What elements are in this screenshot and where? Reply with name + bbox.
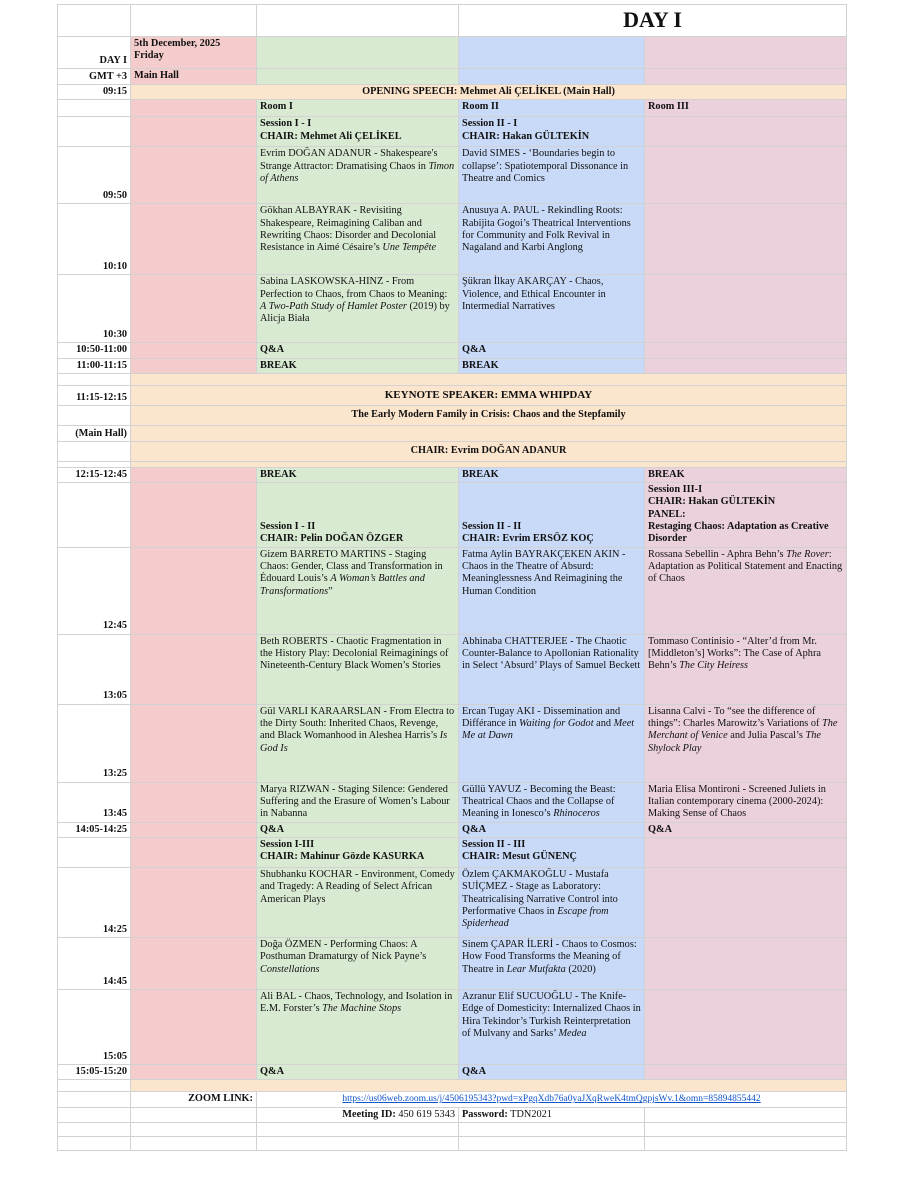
session-2-header-row [58, 483, 847, 547]
qa-label: Q&A [459, 822, 645, 837]
room-3-paper: Maria Elisa Montironi - Screened Juliets in Italian contemporary cinema (2000-2024): Making Sense of Chaos [645, 782, 847, 822]
room-1-paper: Gizem BARRETO MARTINS - Staging Chaos: Gender, Class and Transformation in Édouard Louis’s A Woman’s Battles and Transformations” [257, 547, 459, 634]
slot-time: 12:45 [58, 547, 131, 634]
paper-row [58, 937, 847, 989]
room-2-paper: Sinem ÇAPAR İLERİ - Chaos to Cosmos: How Food Transforms the Meaning of Theatre in Lear Mutfakta (2020) [459, 937, 645, 989]
session-1-header-row [58, 117, 847, 147]
rooms-row [58, 100, 847, 117]
slot-time: 15:05 [58, 989, 131, 1064]
paper-row [58, 782, 847, 822]
opening-speech: OPENING SPEECH: Mehmet Ali ÇELİKEL (Main Hall) [131, 85, 847, 100]
room-3-paper [645, 867, 847, 937]
keynote-speaker: KEYNOTE SPEAKER: EMMA WHIPDAY [131, 385, 847, 405]
meeting-row [58, 1107, 847, 1122]
room-2-paper: Özlem ÇAKMAKOĞLU - Mustafa SUİÇMEZ - Stage as Laboratory: Theatricalising Narrative Control into Performative Chaos in Escape from Spiderhead [459, 867, 645, 937]
room-1-paper: Marya RIZWAN - Staging Silence: Gendered Suffering and the Erasure of Women’s Labour in Nabanna [257, 782, 459, 822]
day-label: DAY I [58, 37, 131, 69]
room-2-paper: Fatma Aylin BAYRAKÇEKEN AKIN - Chaos in the Theatre of Absurd: Meaninglessness And Reimagining the Human Condition [459, 547, 645, 634]
room-3-header: Room III [645, 100, 847, 117]
qa-time: 14:05-14:25 [58, 822, 131, 837]
room-3-paper [645, 147, 847, 204]
break-time: 11:00-11:15 [58, 358, 131, 373]
room-1-paper: Evrim DOĞAN ADANUR - Shakespeare's Strange Attractor: Dramatising Chaos in Timon of Athens [257, 147, 459, 204]
keynote-title-row [58, 385, 847, 405]
room-3-paper: Tommaso Continisio - “Alter’d from Mr. [Middleton’s] Works”: The Case of Aphra Behn’s The City Heiress [645, 634, 847, 704]
qa-label: Q&A [459, 1064, 645, 1079]
slot-time: 14:25 [58, 867, 131, 937]
keynote-talk-row [58, 405, 847, 425]
qa-label: Q&A [645, 822, 847, 837]
qa-label: Q&A [257, 343, 459, 358]
session-2-room-2-heading: Session II - II CHAIR: Evrim ERSÖZ KOÇ [459, 483, 645, 547]
room-1-paper: Doğa ÖZMEN - Performing Chaos: A Posthuman Dramaturgy of Nick Payne’s Constellations [257, 937, 459, 989]
session-1-room-2-heading: Session II - I CHAIR: Hakan GÜLTEKİN [459, 117, 645, 147]
paper-row [58, 704, 847, 782]
blank-row [58, 1136, 847, 1150]
qa-time: 10:50-11:00 [58, 343, 131, 358]
room-1-paper: Gül VARLI KARAARSLAN - From Electra to the Dirty South: Inherited Chaos, Revenge, and Black Womanhood in Aleshea Harris’s Is God Is [257, 704, 459, 782]
room-3-paper [645, 937, 847, 989]
session-1-qa-row [58, 343, 847, 358]
session-2-qa-row [58, 822, 847, 837]
session-3-header-row [58, 837, 847, 867]
slot-time: 13:45 [58, 782, 131, 822]
opening-time: 09:15 [58, 85, 131, 100]
slot-time: 13:05 [58, 634, 131, 704]
paper-row [58, 634, 847, 704]
room-3-paper [645, 204, 847, 275]
paper-row [58, 147, 847, 204]
break-label: BREAK [459, 358, 645, 373]
slot-time: 14:45 [58, 937, 131, 989]
room-1-paper: Ali BAL - Chaos, Technology, and Isolation in E.M. Forster’s The Machine Stops [257, 989, 459, 1064]
room-2-paper: Güllü YAVUZ - Becoming the Beast: Theatrical Chaos and the Collapse of Meaning in Ionesco’s Rhinoceros [459, 782, 645, 822]
programme-table [57, 4, 847, 1151]
break-label: BREAK [459, 467, 645, 482]
password: Password: TDN2021 [459, 1107, 645, 1122]
zoom-link[interactable]: https://us06web.zoom.us/j/4506195343?pwd=xPgqXdb76a0yaJXqRweK4tmQgpjsWv.1&omn=85894855442 [257, 1092, 847, 1107]
zoom-row [58, 1092, 847, 1107]
zoom-label: ZOOM LINK: [131, 1092, 257, 1107]
end-spacer-row [58, 1080, 847, 1092]
session-3-qa-row [58, 1064, 847, 1079]
slot-time: 09:50 [58, 147, 131, 204]
venue-row [58, 69, 847, 85]
session-2-room-1-heading: Session I - II CHAIR: Pelin DOĞAN ÖZGER [257, 483, 459, 547]
room-3-paper [645, 275, 847, 343]
slot-time: 10:10 [58, 204, 131, 275]
paper-row [58, 275, 847, 343]
paper-row [58, 989, 847, 1064]
date-row [58, 37, 847, 69]
timezone-label: GMT +3 [58, 69, 131, 85]
session-1-break-row [58, 358, 847, 373]
room-1-header: Room I [257, 100, 459, 117]
room-2-paper: Azranur Elif SUCUOĞLU - The Knife-Edge of Domesticity: Internalized Chaos in Hira Tekindor’s Turkish Reinterpretation of Mulvany and Sarks’ Medea [459, 989, 645, 1064]
keynote-spacer-row [58, 373, 847, 385]
blank-row [58, 1122, 847, 1136]
room-2-paper: Anusuya A. PAUL - Rekindling Roots: Rabijita Gogoi’s Theatrical Interventions for Community and Folk Revival in Nagaland and Karbi Anglong [459, 204, 645, 275]
page-title: DAY I [459, 5, 847, 37]
qa-label: Q&A [257, 822, 459, 837]
session-3-room-2-heading: Session II - III CHAIR: Mesut GÜNENÇ [459, 837, 645, 867]
keynote-venue-row [58, 425, 847, 441]
lunch-break-row [58, 467, 847, 482]
break-time: 12:15-12:45 [58, 467, 131, 482]
room-1-paper: Shubhanku KOCHAR - Environment, Comedy and Tragedy: A Reading of Select African American Plays [257, 867, 459, 937]
session-1-room-1-heading: Session I - I CHAIR: Mehmet Ali ÇELİKEL [257, 117, 459, 147]
keynote-chair-row [58, 441, 847, 461]
room-2-paper: Ercan Tugay AKI - Dissemination and Différance in Waiting for Godot and Meet Me at Dawn [459, 704, 645, 782]
room-1-paper: Gökhan ALBAYRAK - Revisiting Shakespeare, Reimagining Caliban and Rewriting Chaos: Disorder and Decolonial Resistance in Aimé Césaire’s Une Tempête [257, 204, 459, 275]
paper-row [58, 204, 847, 275]
room-1-paper: Sabina LASKOWSKA-HINZ - From Perfection to Chaos, from Chaos to Meaning: A Two-Path Study of Hamlet Poster (2019) by Alicja Biała [257, 275, 459, 343]
qa-label: Q&A [257, 1064, 459, 1079]
room-2-header: Room II [459, 100, 645, 117]
keynote-talk: The Early Modern Family in Crisis: Chaos and the Stepfamily [131, 405, 847, 425]
room-1-paper: Beth ROBERTS - Chaotic Fragmentation in the History Play: Decolonial Reimaginings of Nineteenth-Century Black Women’s Stories [257, 634, 459, 704]
keynote-venue: (Main Hall) [58, 425, 131, 441]
room-2-paper: David SIMES - ‘Boundaries begin to collapse’: Spatiotemporal Dissonance in Theatre and Comics [459, 147, 645, 204]
session-3-panel-heading: Session III-I CHAIR: Hakan GÜLTEKİN PANEL: Restaging Chaos: Adaptation as Creative Disorder [645, 483, 847, 547]
session-3-room-1-heading: Session I-III CHAIR: Mahinur Gözde KASURKA [257, 837, 459, 867]
room-3-paper [645, 989, 847, 1064]
room-2-paper: Şükran İlkay AKARÇAY - Chaos, Violence, and Ethical Encounter in Intermedial Narratives [459, 275, 645, 343]
room-3-paper: Lisanna Calvi - To “see the difference of things”: Charles Marowitz’s Variations of The Merchant of Venice and Julia Pascal’s The Shylock Play [645, 704, 847, 782]
paper-row [58, 867, 847, 937]
room-3-paper: Rossana Sebellin - Aphra Behn’s The Rover: Adaptation as Political Statement and Enacting of Chaos [645, 547, 847, 634]
break-label: BREAK [645, 467, 847, 482]
break-label: BREAK [257, 358, 459, 373]
slot-time: 13:25 [58, 704, 131, 782]
slot-time: 10:30 [58, 275, 131, 343]
keynote-chair: CHAIR: Evrim DOĞAN ADANUR [131, 441, 847, 461]
paper-row [58, 547, 847, 634]
break-label: BREAK [257, 467, 459, 482]
meeting-id: Meeting ID: 450 619 5343 [257, 1107, 459, 1122]
qa-label: Q&A [459, 343, 645, 358]
keynote-time: 11:15-12:15 [58, 385, 131, 405]
room-2-paper: Abhinaba CHATTERJEE - The Chaotic Counter-Balance to Apollonian Rationality in Select ‘Absurd’ Plays of Samuel Beckett [459, 634, 645, 704]
date-cell: 5th December, 2025 Friday [131, 37, 257, 69]
venue-cell: Main Hall [131, 69, 257, 85]
title-row [58, 5, 847, 37]
qa-time: 15:05-15:20 [58, 1064, 131, 1079]
opening-row [58, 85, 847, 100]
